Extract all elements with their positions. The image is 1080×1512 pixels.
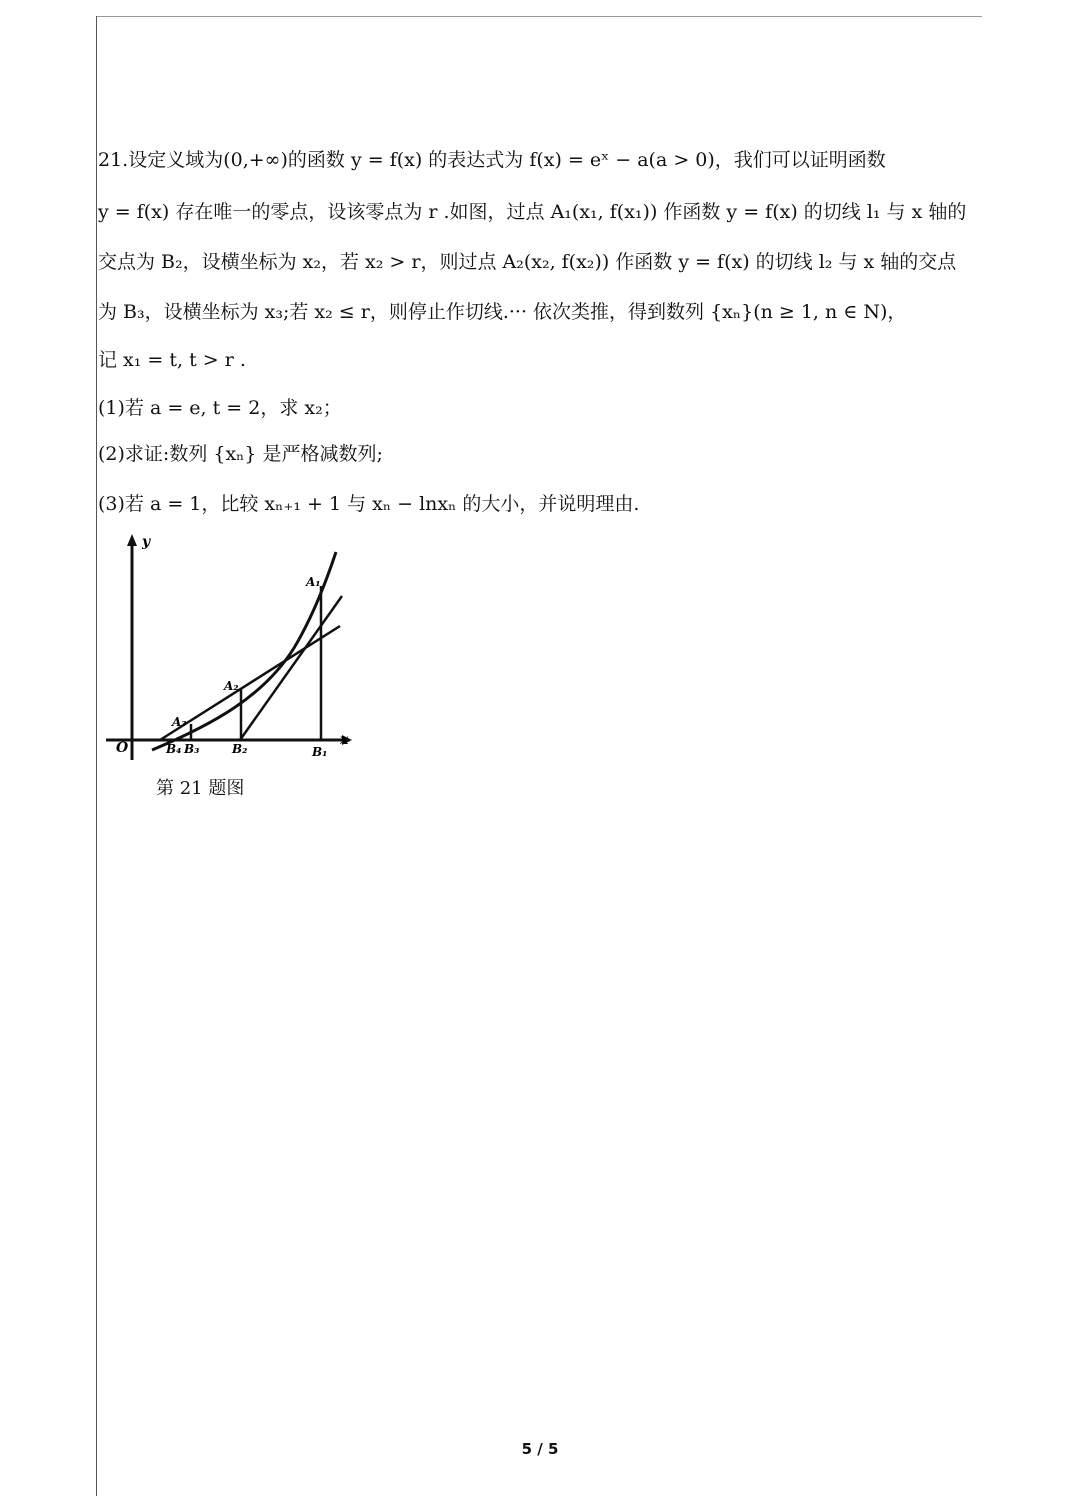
question-1: (1)若 a = e, t = 2，求 x₂；: [98, 397, 342, 419]
figure-svg: [104, 528, 364, 768]
label-B3: B₃: [184, 742, 200, 756]
page-number: 5 / 5: [521, 1440, 559, 1458]
label-A1: A₁: [306, 575, 321, 589]
label-origin: O: [116, 740, 129, 756]
page-border-top: [96, 16, 982, 17]
tangent-figure: [104, 528, 364, 768]
problem-line-3: 交点为 B₂，设横坐标为 x₂，若 x₂ > r，则过点 A₂(x₂, f(x₂)) 作函数 y = f(x) 的切线 l₂ 与 x 轴的交点: [98, 251, 957, 273]
label-A2: A₂: [224, 679, 239, 693]
figure-caption: 第 21 题图: [156, 778, 245, 799]
problem-line-4: 为 B₃，设横坐标为 x₃;若 x₂ ≤ r，则停止作切线.··· 依次类推，得到数列 {xₙ}(n ≥ 1, n ∈ N)，: [98, 301, 907, 323]
label-B4: B₄: [166, 742, 182, 756]
label-x: x: [340, 732, 349, 748]
tangent-upper: [160, 626, 340, 740]
tangent-l1: [240, 596, 342, 740]
problem-line-5: 记 x₁ = t, t > r .: [98, 349, 246, 371]
label-B2: B₂: [232, 742, 248, 756]
question-2: (2)求证:数列 {xₙ} 是严格减数列;: [98, 443, 383, 465]
label-B1: B₁: [312, 745, 328, 759]
label-A3: A₃: [172, 715, 187, 729]
problem-line-2: y = f(x) 存在唯一的零点，设该零点为 r .如图，过点 A₁(x₁, f(x₁)) 作函数 y = f(x) 的切线 l₁ 与 x 轴的: [98, 201, 967, 223]
page-border-left: [96, 16, 97, 1496]
y-axis-arrow: [127, 534, 137, 546]
label-y: y: [142, 534, 151, 550]
question-3: (3)若 a = 1，比较 xₙ₊₁ + 1 与 xₙ − lnxₙ 的大小，并说明理由.: [98, 493, 640, 515]
problem-line-1: 21.设定义域为(0,+∞)的函数 y = f(x) 的表达式为 f(x) = eˣ − a(a > 0)，我们可以证明函数: [98, 149, 886, 171]
